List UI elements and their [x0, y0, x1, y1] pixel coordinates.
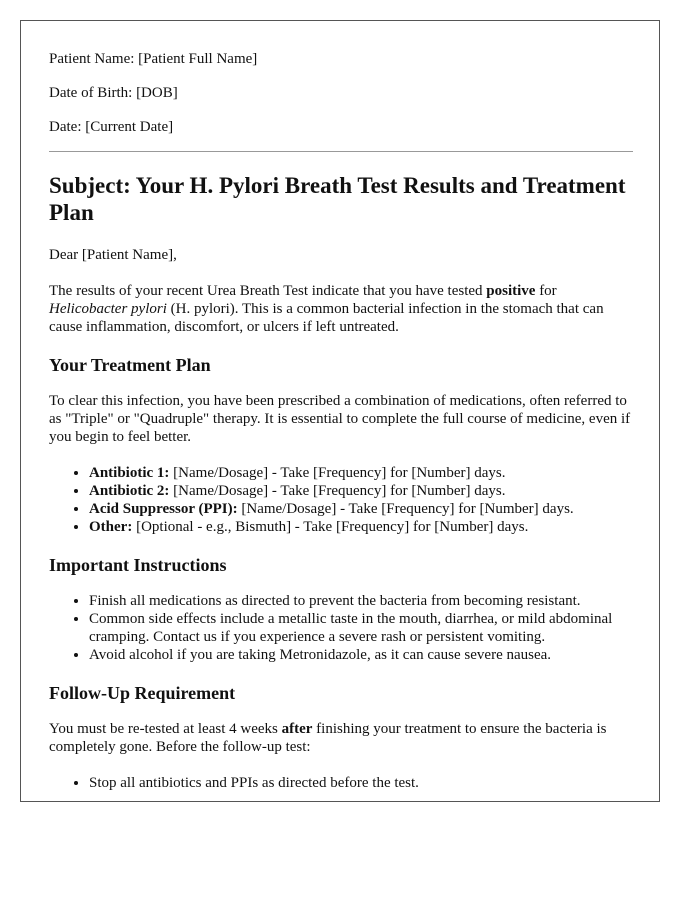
follow-up-list	[49, 774, 633, 792]
medication-detail: [Name/Dosage] - Take [Frequency] for [Number] days.	[169, 483, 506, 499]
medication-detail: [Name/Dosage] - Take [Frequency] for [Number] days.	[169, 465, 506, 481]
header-divider	[49, 151, 633, 152]
treatment-intro: To clear this infection, you have been prescribed a combination of medications, often referred to as "Triple" or "Quadruple" therapy. It is essential to complete the full course of medicine, even if you begin to feel better.	[49, 393, 631, 445]
medication-item	[89, 518, 633, 536]
follow-up-paragraph	[49, 720, 633, 756]
medication-label: Antibiotic 2:	[89, 483, 170, 499]
medication-label: Other:	[89, 519, 133, 535]
results-paragraph	[49, 282, 633, 336]
instructions-list	[49, 592, 633, 664]
results-text-1: The results of your recent Urea Breath Test indicate that you have tested	[49, 283, 487, 299]
positive-result: positive	[486, 283, 536, 299]
medication-item	[89, 500, 633, 518]
follow-up-text-2: finishing your treatment to ensure the bacteria is completely gone. Before the follow-up test:	[49, 721, 607, 755]
instructions-heading: Important Instructions	[49, 555, 227, 575]
patient-name-line: Patient Name: [Patient Full Name]	[49, 51, 258, 67]
instruction-item: • Avoid alcohol if you are taking Metronidazole, as it can cause severe nausea.	[89, 646, 633, 664]
medication-label: Antibiotic 1:	[89, 465, 170, 481]
medication-detail: [Optional - e.g., Bismuth] - Take [Frequency] for [Number] days.	[132, 519, 529, 535]
follow-up-item: • Stop all antibiotics and PPIs as directed before the test.	[89, 774, 633, 792]
medication-list	[49, 464, 633, 536]
bacteria-name: Helicobacter pylori	[49, 301, 167, 317]
results-text-3: (H. pylori). This is a common bacterial infection in the stomach that can cause inflammation, discomfort, or ulcers if left untreated.	[49, 301, 604, 335]
medication-item	[89, 482, 633, 500]
medication-label: Acid Suppressor (PPI):	[89, 501, 238, 517]
letter-subject: Subject: Your H. Pylori Breath Test Results and Treatment Plan	[49, 173, 626, 225]
instruction-item: • Common side effects include a metallic taste in the mouth, diarrhea, or mild abdominal cramping. Contact us if you experience a severe rash or persistent vomiting.	[89, 610, 633, 646]
letter-body	[49, 172, 633, 802]
current-date-line: Date: [Current Date]	[49, 119, 174, 135]
letter-page	[20, 20, 660, 802]
treatment-plan-heading: Your Treatment Plan	[49, 355, 211, 375]
follow-up-emphasis: after	[281, 721, 313, 737]
date-of-birth-line: Date of Birth: [DOB]	[49, 85, 178, 101]
instruction-item: • Finish all medications as directed to prevent the bacteria from becoming resistant.	[89, 592, 633, 610]
results-text-2: for	[535, 283, 557, 299]
follow-up-heading: Follow-Up Requirement	[49, 683, 236, 703]
medication-detail: [Name/Dosage] - Take [Frequency] for [Number] days.	[237, 501, 574, 517]
salutation: Dear [Patient Name],	[49, 247, 177, 263]
medication-item	[89, 464, 633, 482]
follow-up-text-1: You must be re-tested at least 4 weeks	[49, 721, 282, 737]
